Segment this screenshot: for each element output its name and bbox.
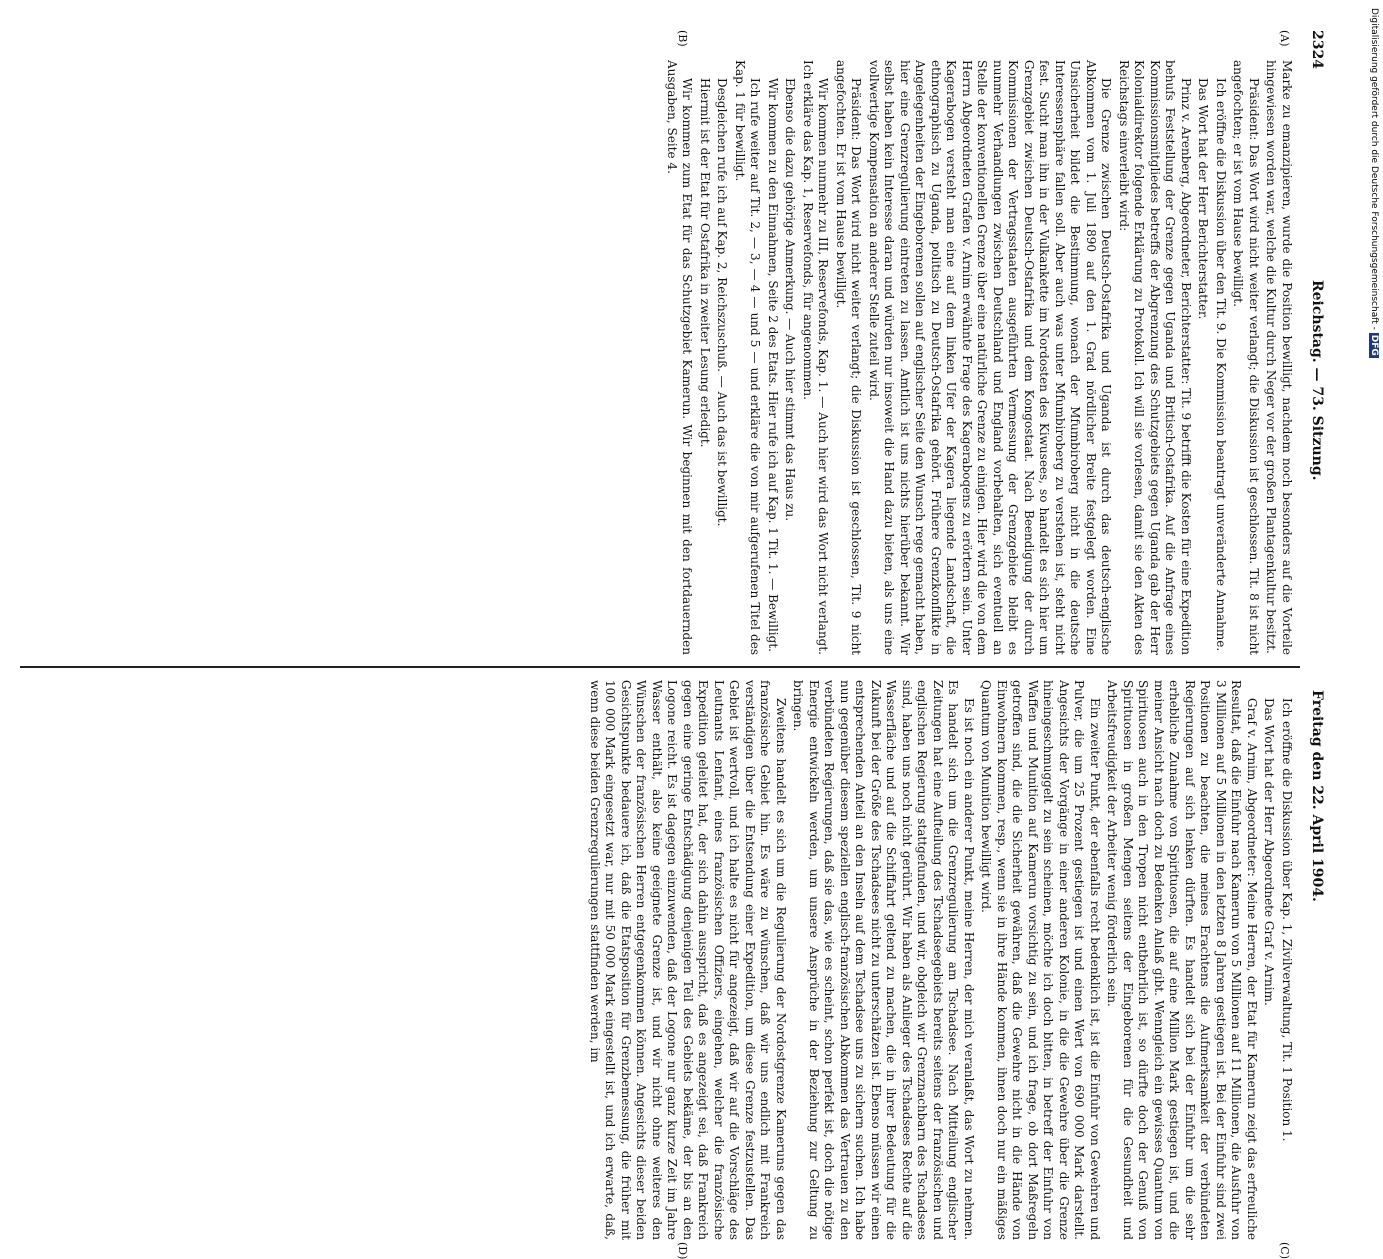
dfg-logo: DFG <box>1369 334 1379 356</box>
column-divider <box>20 666 1300 668</box>
paragraph: Ich eröffne die Diskussion über Kap. 1, Zivilverwaltung, Tit. 1 Position 1. <box>1280 698 1294 1142</box>
paragraph: Ein zweiter Punkt, der ebenfalls recht bedenklich ist, ist die Einfuhr von Gewehren und Pulver, die um 25 Prozent gestiegen ist und einen Wert von 690 000 Mark darstellt. Angesichts der Vorgänge in einer anderen Kolonie, in die die Gewehre über die Grenze hineingeschmuggelt zu sein scheinen, möchte ich doch bitten, in betreff der Einfuhr von Waffen und Munition auf Kamerun vorsichtig zu sein, und ich frage, ob dort Maßregeln getroffen sind, die die Sicherheit gewähren, daß die Gewehre nicht in die Hände von Einwohnern kommen, resp., wenn sie in ihre Hände kommen, ihnen doch nur ein mäßiges Quantum von Munition bewilligt wird. <box>979 680 1102 1240</box>
digitization-credit <box>1365 0 1381 1000</box>
paragraph: Ich rufe weiter auf Tit. 2, — 3, — 4 — und 5 — und erkläre die von mir aufgerufenen Titel des Kap. 1 für bewilligt. <box>733 60 763 655</box>
paragraph: Desgleichen rufe ich auf Kap. 2, Reichszuschuß. — Auch das ist bewilligt. <box>715 78 730 527</box>
margin-mark-b: (B) <box>676 30 689 47</box>
header-left-title: Reichstag. — 73. Sitzung. <box>1309 280 1325 481</box>
paragraph: Präsident: Das Wort wird nicht weiter verlangt; die Diskussion ist geschlossen. Tit. 8 ist nicht angefochten; er ist vom Hause bewilligt. <box>1231 60 1261 655</box>
paragraph: Marke zu emanzipieren, wurde die Position bewilligt, nachdem noch besonders auf die Vorteile hingewiesen worden war, welche die Kultur durch Neger vor der großen Plantagenkultur besitzt. <box>1264 60 1294 655</box>
page-number: 2324 <box>1309 30 1325 69</box>
paragraph: Zweitens handelt es sich um die Regulierung der Nordostgrenze Kameruns gegen das französische Gebiet hin. Es wäre zu wünschen, daß wir uns endlich mit Frankreich verständigen über die Entsendung einer Expedition, um diese Grenze festzustellen. Das Gebiet ist wertvoll, und ich halte es nicht für angezeigt, daß wir auf die Vorschläge des Leutnants Lenfant, eines französischen Offiziers, eingehen, welcher die französische Expedition geleitet hat, der sich dahin ausspricht, daß es angezeigt sei, daß Frankreich gegen eine geringe Entschädigung denjenigen Teil des Gebiets bekäme, der bis an den Logone reicht. Es ist dagegen einzuwenden, daß der Logone nur ganz kurze Zeit im Jahre Wasser enthält, also keine geeignete Grenze ist, und wir nicht ohne weiteres den Wünschen der französischen Herren entgegenkommen können. Angesichts dieser beiden Gesichtspunkte bedauere ich, daß die Etatsposition für Grenzbemessung, die früher mit 100 000 Mark eingesetzt war, nur mit 50 000 Mark eingestellt ist, und ich erwarte, daß, wenn diese beiden Grenzregulierungen stattfinden werden, im <box>588 680 788 1240</box>
rotated-page-content <box>0 30 1330 1259</box>
paragraph: Graf v. Arnim, Abgeordneter: Meine Herren, der Etat für Kamerun zeigt das erfreuliche Resultat, daß die Einfuhr nach Kamerun von 5 Millionen auf 11 Millionen, die Ausfuhr von 3 Millionen auf 5 Millionen in den letzten 8 Jahren gestiegen ist. Bei der Einfuhr sind zwei Positionen zu beachten, die meines Erachtens die Aufmerksamkeit der verbündeten Regierungen auf sich lenken dürften. Es handelt sich bei der Einfuhr um die sehr erhebliche Zunahme von Spirituosen, die auf eine Million Mark gestiegen ist, und die meiner Ansicht nach doch zu Bedenken Anlaß gibt. Wenngleich ein gewisses Quantum von Spirituosen auch in den Tropen nicht entbehrlich ist, so dürfte doch der Genuß von Spirituosen in großen Mengen seitens der Eingeborenen für die Gesundheit und Arbeitsfreudigkeit der Arbeiter wenig förderlich sein. <box>1105 680 1259 1240</box>
paragraph: Hiermit ist der Etat für Ostafrika in zweiter Lesung erledigt. <box>698 78 712 448</box>
paragraph: Prinz v. Arenberg, Abgeordneter, Berichterstatter: Tit. 9 betrifft die Kosten für eine Expedition behufs Feststellung der Grenze gegen Uganda und Britisch-Ostafrika. Auf die Anfrage eines Kommissionsmitgliedes betreffs der Abgrenzung des Schutzgebiets gegen Uganda gab der Herr Kolonialdirektor folgende Erklärung zu Protokoll. Ich will sie vorlesen, damit sie den Akten des Reichstags einverleibt wird: <box>1117 60 1193 655</box>
paragraph: Ebenso die dazu gehörige Anmerkung. — Auch hier stimmt das Haus zu. <box>783 78 798 522</box>
margin-mark-a: (A) <box>1278 30 1291 47</box>
page-header <box>1302 30 1330 970</box>
credit-text: Digitalisierung gefördert durch die Deutsche Forschungsgemeinschaft - <box>1369 8 1379 330</box>
paragraph: Ich eröffne die Diskussion über den Tit. 9. Die Kommission beantragt unveränderte Annahme. <box>1214 78 1228 652</box>
paragraph: Es ist noch ein anderer Punkt, meine Herren, der mich veranlaßt, das Wort zu nehmen. Es handelt sich um die Grenzregulierung am Tschadsee. Nach Mitteilung englischer Zeitungen hat eine Aufteilung des Tschadseegebiets bereits seitens der französischen und englischen Regierung stattgefunden, und wir, obgleich wir Grenznachbarn des Tschadsees sind, haben uns noch nicht gerührt. Wir haben als Anlieger des Tschadsees Rechte auf die Wasserfläche und auf die Schiffahrt geltend zu machen, die in ihrer Bedeutung für die Zukunft bei der Größe des Tschadsees nicht zu unterschätzen ist. Ebenso müssen wir einen entsprechenden Anteil an den Inseln auf dem Tschadsee uns zu sichern suchen. Ich habe nun gegenüber diesem speziellen englisch-französischen Abkommen das Vertrauen zu den verbündeten Regierungen, daß sie das, wie es scheint, schon perfekt ist, doch die nötige Energie entwickeln werden, um unsere Ansprüche in der Beziehung zur Geltung zu bringen. <box>791 680 976 1240</box>
paragraph: Wir kommen zu den Einnahmen, Seite 2 des Etats. Hier rufe ich auf Kap. 1 Tit. 1. — Bewilligt. <box>766 78 780 652</box>
right-text-column <box>24 680 1294 1240</box>
margin-mark-c: (C) <box>1278 1242 1291 1259</box>
paragraph: Das Wort hat der Herr Berichterstatter. <box>1196 78 1211 320</box>
paragraph: Die Grenze zwischen Deutsch-Ostafrika und Uganda ist durch das deutsch-englische Abkommen vom 1. Juli 1890 auf den 1. Grad nördlicher Breite festgelegt worden. Eine Unsicherheit bildet die Bestimmung, wonach der Mfumbiroberg nicht in die deutsche Interessensphäre fallen soll. Aber auch was unter Mfumbiroberg zu verstehen ist, steht nicht fest. Sucht man ihn in der Vulkankette im Nordosten des Kiwusees, so handelt es sich hier um Grenzgebiet zwischen Deutsch-Ostafrika und dem Kongostaat. Nach Beendigung der durch Kommissionen der Vertragsstaaten ausgeführten Vermessung der Grenzgebiete bleibt es nunmehr Verhandlungen zwischen Deutschland und England vorbehalten, sich eventuell an Stelle der konventionellen Grenze über eine natürliche Grenze zu einigen. Hier wird die von dem Herrn Abgeordneten Grafen v. Arnim erwähnte Frage des Kageraboqens zu erörtern sein. Unter Kagerabogen versteht man eine auf dem linken Ufer der Kagera liegende Landschaft, die ethnographisch zu Uganda, politisch zu Deutsch-Ostafrika gehört. Frühere Grenzkonflikte in Angelegenheiten der Eingeborenen sollen auf englischer Seite den Wunsch rege gemacht haben, hier eine Grenzregulierung eintreten zu lassen. Amtlich ist uns nichts hierüber bekannt. Wir selbst haben kein Interesse daran und würden nur insoweit die Hand dazu bieten, als uns eine vollwertige Kompensation an anderer Stelle zuteil wird. <box>867 60 1114 655</box>
header-right-title: Freitag den 22. April 1904. <box>1309 690 1325 902</box>
margin-mark-d: (D) <box>676 1242 689 1259</box>
paragraph: Wir kommen nunmehr zu III, Reservefonds, Kap. 1. — Auch hier wird das Wort nicht verlangt. Ich erkläre das Kap. 1, Reservefonds, für angenommen. <box>801 60 831 655</box>
left-text-column <box>24 60 1294 655</box>
paragraph: Das Wort hat der Herr Abgeordnete Graf v. Arnim. <box>1262 698 1277 1006</box>
paragraph: Wir kommen zum Etat für das Schutzgebiet Kamerun. Wir beginnen mit den fortdauernden Ausgaben, Seite 4. <box>665 60 695 655</box>
paragraph: Präsident: Das Wort wird nicht weiter verlangt; die Diskussion ist geschlossen, Tit. 9 nicht angefochten. Er ist vom Hause bewilligt. <box>834 60 864 655</box>
